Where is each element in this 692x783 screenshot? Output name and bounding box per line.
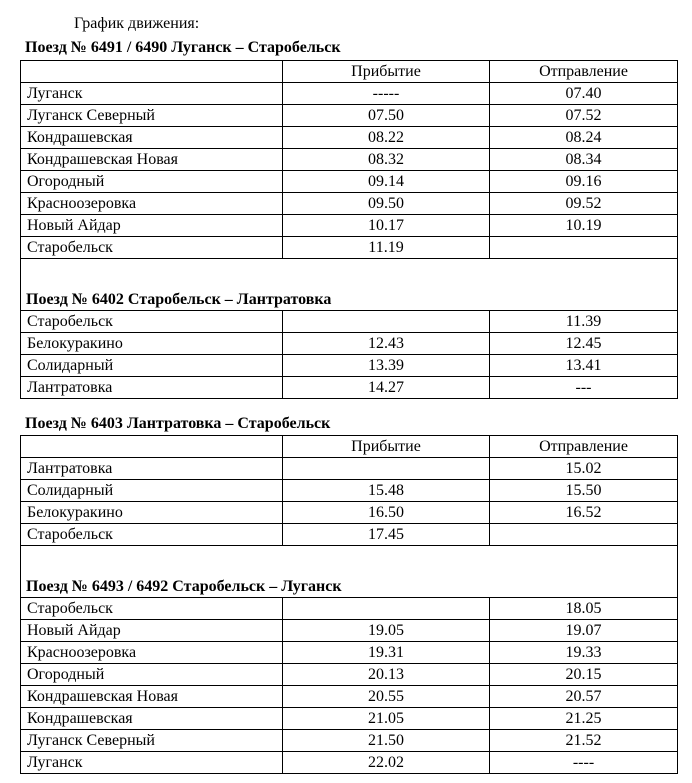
page-title: График движения:: [74, 15, 200, 32]
station-cell: Старобельск: [21, 598, 283, 620]
departure-cell: 13.41: [490, 355, 678, 377]
arrival-cell: 13.39: [283, 355, 490, 377]
arrival-cell: 09.50: [283, 193, 490, 215]
table-row: [21, 377, 678, 399]
departure-cell: 21.52: [490, 730, 678, 752]
table-header-row: [21, 61, 678, 83]
station-cell: Красноозеровка: [21, 193, 283, 215]
station-cell: Лантратовка: [21, 377, 283, 399]
table-row: [21, 458, 678, 480]
station-cell: Новый Айдар: [21, 215, 283, 237]
arrival-cell: 08.32: [283, 149, 490, 171]
table-spacer-row: [21, 546, 678, 577]
table-row: [21, 642, 678, 664]
station-cell: Луганск Северный: [21, 105, 283, 127]
table-row: [21, 83, 678, 105]
table-row: [21, 730, 678, 752]
arrival-cell: -----: [283, 83, 490, 105]
table-row: [21, 480, 678, 502]
table-row: [21, 215, 678, 237]
station-cell: Огородный: [21, 664, 283, 686]
arrival-cell: 20.55: [283, 686, 490, 708]
train-heading-6493: Поезд № 6493 / 6492 Старобельск – Луганск: [21, 576, 678, 598]
departure-cell: 09.52: [490, 193, 678, 215]
departure-cell: 07.52: [490, 105, 678, 127]
arrival-cell: 15.48: [283, 480, 490, 502]
departure-cell: [490, 237, 678, 259]
arrival-cell: 22.02: [283, 752, 490, 774]
station-cell: Кондрашевская: [21, 127, 283, 149]
arrival-cell: 17.45: [283, 524, 490, 546]
arrival-header-cell: Прибытие: [283, 61, 490, 83]
station-cell: Кондрашевская: [21, 708, 283, 730]
station-cell: Старобельск: [21, 237, 283, 259]
train-heading-6402: Поезд № 6402 Старобельск – Лантратовка: [21, 289, 678, 311]
station-cell: Старобельск: [21, 524, 283, 546]
train-heading-6491: Поезд № 6491 / 6490 Луганск – Старобельск: [25, 39, 341, 56]
arrival-cell: 14.27: [283, 377, 490, 399]
table-row: [21, 333, 678, 355]
table-row: [21, 237, 678, 259]
departure-cell: 08.34: [490, 149, 678, 171]
station-cell: Солидарный: [21, 355, 283, 377]
station-cell: Белокуракино: [21, 333, 283, 355]
station-cell: Белокуракино: [21, 502, 283, 524]
table-spacer-row: [21, 259, 678, 290]
departure-cell: [490, 524, 678, 546]
arrival-cell: 10.17: [283, 215, 490, 237]
departure-cell: ---: [490, 377, 678, 399]
departure-cell: 15.50: [490, 480, 678, 502]
departure-cell: 20.15: [490, 664, 678, 686]
station-header-cell: [21, 436, 283, 458]
train-heading-row: [21, 576, 678, 598]
departure-cell: 07.40: [490, 83, 678, 105]
departure-cell: 08.24: [490, 127, 678, 149]
station-cell: Новый Айдар: [21, 620, 283, 642]
arrival-header-cell: Прибытие: [283, 436, 490, 458]
table-row: [21, 355, 678, 377]
station-cell: Луганск: [21, 752, 283, 774]
departure-cell: ----: [490, 752, 678, 774]
departure-cell: 11.39: [490, 311, 678, 333]
station-cell: Красноозеровка: [21, 642, 283, 664]
departure-cell: 21.25: [490, 708, 678, 730]
departure-cell: 19.07: [490, 620, 678, 642]
station-cell: Луганск Северный: [21, 730, 283, 752]
spacer-cell: [21, 546, 678, 577]
station-header-cell: [21, 61, 283, 83]
station-cell: Солидарный: [21, 480, 283, 502]
table-row: [21, 686, 678, 708]
departure-cell: 19.33: [490, 642, 678, 664]
departure-cell: 15.02: [490, 458, 678, 480]
table-row: [21, 502, 678, 524]
arrival-cell: 16.50: [283, 502, 490, 524]
table-row: [21, 311, 678, 333]
train-heading-6403: Поезд № 6403 Лантратовка – Старобельск: [25, 415, 331, 432]
arrival-cell: 21.05: [283, 708, 490, 730]
arrival-cell: [283, 458, 490, 480]
table-row: [21, 171, 678, 193]
departure-cell: 16.52: [490, 502, 678, 524]
departure-cell: 09.16: [490, 171, 678, 193]
table-row: [21, 752, 678, 774]
table-row: [21, 127, 678, 149]
table-row: [21, 524, 678, 546]
arrival-cell: 07.50: [283, 105, 490, 127]
station-cell: Лантратовка: [21, 458, 283, 480]
table-row: [21, 149, 678, 171]
arrival-cell: 20.13: [283, 664, 490, 686]
arrival-cell: 09.14: [283, 171, 490, 193]
arrival-cell: 19.05: [283, 620, 490, 642]
departure-cell: 12.45: [490, 333, 678, 355]
arrival-cell: [283, 311, 490, 333]
arrival-cell: 21.50: [283, 730, 490, 752]
departure-cell: 20.57: [490, 686, 678, 708]
station-cell: Луганск: [21, 83, 283, 105]
table-row: [21, 598, 678, 620]
departure-cell: 18.05: [490, 598, 678, 620]
spacer-cell: [21, 259, 678, 290]
table-header-row: [21, 436, 678, 458]
arrival-cell: 11.19: [283, 237, 490, 259]
table-row: [21, 620, 678, 642]
arrival-cell: 19.31: [283, 642, 490, 664]
arrival-cell: 12.43: [283, 333, 490, 355]
station-cell: Кондрашевская Новая: [21, 149, 283, 171]
table-row: [21, 105, 678, 127]
station-cell: Огородный: [21, 171, 283, 193]
station-cell: Старобельск: [21, 311, 283, 333]
arrival-cell: 08.22: [283, 127, 490, 149]
table-row: [21, 193, 678, 215]
table-row: [21, 708, 678, 730]
departure-cell: 10.19: [490, 215, 678, 237]
departure-header-cell: Отправление: [490, 61, 678, 83]
schedule-table-6403-6493: [20, 435, 678, 774]
departure-header-cell: Отправление: [490, 436, 678, 458]
train-heading-row: [21, 289, 678, 311]
schedule-table-6491-6402: [20, 60, 678, 399]
arrival-cell: [283, 598, 490, 620]
station-cell: Кондрашевская Новая: [21, 686, 283, 708]
table-row: [21, 664, 678, 686]
